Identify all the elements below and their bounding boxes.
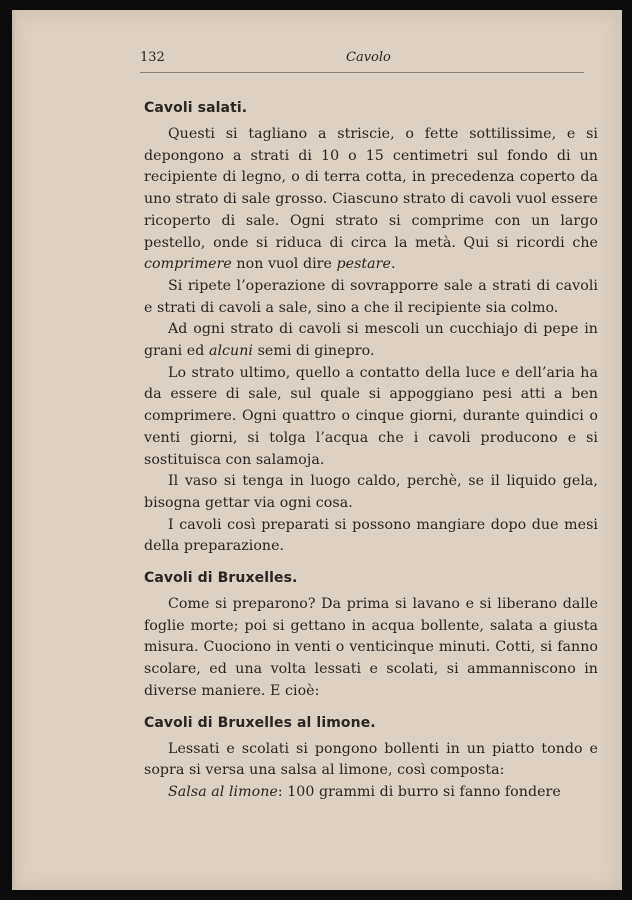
section-heading: Cavoli di Bruxelles.: [144, 570, 298, 587]
section-heading: Cavoli di Bruxelles al limone.: [144, 714, 376, 731]
italic-term: pestare: [336, 256, 391, 273]
section-cavoli-di-bruxelles: [144, 570, 598, 703]
paragraph: Il vaso si tenga in luogo caldo, perchè, se il liquido gela, bisogna gettar via ogni cosa.: [144, 473, 598, 511]
paragraph: Lo strato ultimo, quello a contatto della luce e dell’aria ha da essere di sale, sul quale si appoggiano pesi atti a ben comprimere. Ogni quattro o cinque giorni, durante quindici o venti giorni, si tolga l’acqua che i cavoli producono e si sostituisca con salamoja.: [144, 364, 598, 468]
italic-term: Salsa al limone: [168, 783, 278, 800]
paragraph: Ad ogni strato di cavoli si mescoli un cucchiajo di pepe in grani ed alcuni semi di ginepro.: [144, 321, 598, 360]
running-head: [38, 50, 598, 86]
paragraph: Come si preparono? Da prima si lavano e si liberano dalle foglie morte; poi si gettano in acqua bollente, salata a giusta misura. Cuociono in venti o venticinque minuti. Cotti, si fanno scolare, ed una volta lessati e scolati, si ammanniscono in diverse maniere. E cioè:: [144, 596, 598, 699]
italic-term: alcuni: [208, 343, 254, 360]
page-number: 132: [140, 50, 165, 65]
section-cavoli-salati: [144, 100, 598, 558]
book-page: [12, 10, 622, 890]
paragraph: Lessati e scolati si pongono bollenti in un piatto tondo e sopra si versa una salsa al limone, così composta:: [144, 740, 598, 779]
section-cavoli-bruxelles-limone: [144, 715, 598, 804]
paragraph: Si ripete l’operazione di sovrapporre sale a strati di cavoli e strati di cavoli a sale, sino a che il recipiente sia colmo.: [144, 277, 598, 316]
italic-term: comprimere: [144, 256, 232, 273]
header-rule: [140, 72, 584, 73]
paragraph: Questi si tagliano a striscie, o fette sottilissime, e si depongono a strati di 10 o 15 centimetri sul fondo di un recipiente di legno, o di terra cotta, in precedenza coperto da uno strato di sale grosso. Ciascuno strato di cavoli vuol essere ricoperto di sale. Ogni strato si comprime con un largo pestello, onde si riduca di circa la metà. Qui si ricordi che comprimere non vuol dire pestare.: [144, 126, 598, 273]
page-content: [144, 100, 598, 804]
section-heading: Cavoli salati.: [144, 100, 248, 116]
running-title: Cavolo: [346, 50, 391, 65]
paragraph: Salsa al limone: 100 grammi di burro si fanno fondere: [168, 783, 561, 800]
paragraph: I cavoli così preparati si possono mangiare dopo due mesi della preparazione.: [144, 516, 598, 555]
